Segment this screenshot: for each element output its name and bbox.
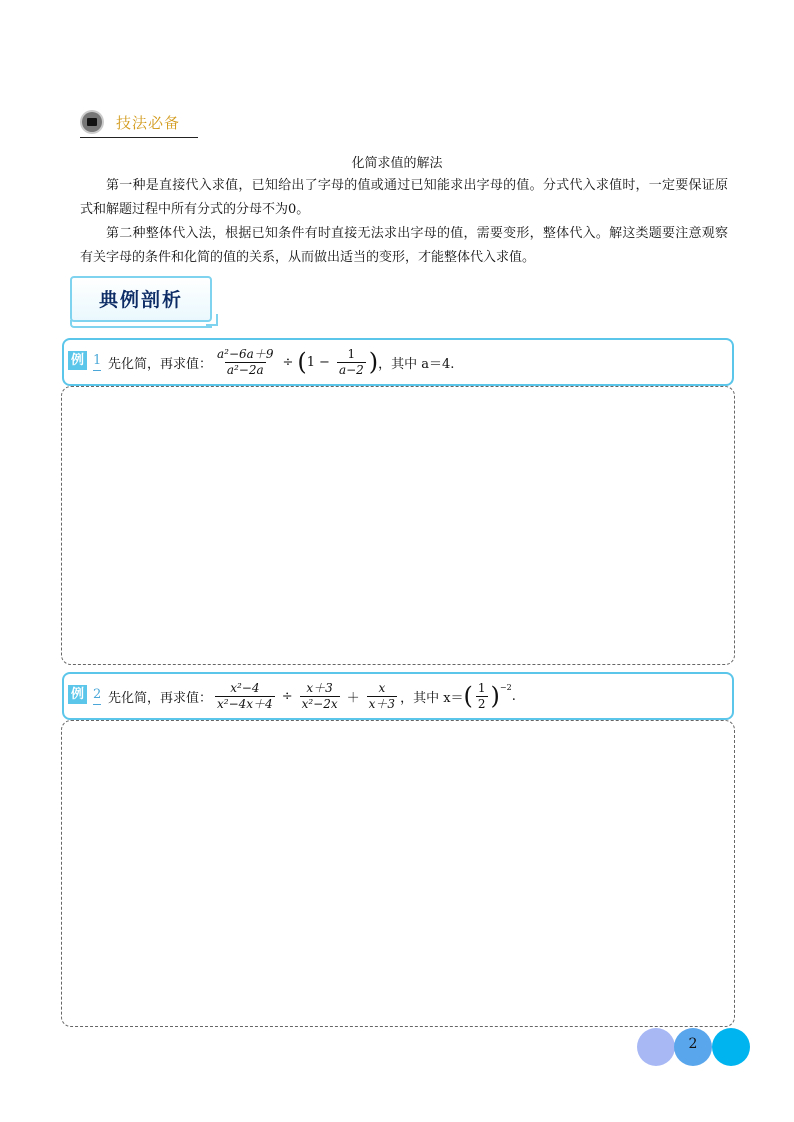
denominator: x²−4x＋4 (217, 696, 273, 711)
divide-operator: ÷ (282, 354, 294, 370)
method-title: 化简求值的解法 (351, 156, 443, 171)
example-number: 2 (93, 685, 101, 705)
divide-operator: ÷ (281, 688, 293, 704)
page-number: 2 (688, 1036, 698, 1052)
example-condition-end: . (511, 688, 516, 704)
plus-operator: ＋ (346, 690, 360, 706)
example-condition: ，其中 a＝4. (378, 356, 455, 372)
example-1-answer-area[interactable] (61, 386, 735, 665)
example-2-box (62, 672, 734, 720)
example-condition: ，其中 x＝ (400, 690, 464, 706)
example-1-box (62, 338, 734, 386)
fraction (476, 681, 488, 712)
paren-open: ( (297, 348, 307, 376)
numerator: x＋3 (306, 680, 333, 695)
denominator: a²−2a (226, 362, 264, 377)
fraction (215, 681, 275, 712)
constant-one: 1 (306, 354, 316, 370)
fraction (300, 681, 340, 712)
example-2-problem (108, 674, 516, 718)
exponent: −2 (499, 683, 512, 692)
example-number: 1 (93, 351, 101, 371)
page-badge-circle-left (637, 1028, 675, 1066)
example-2-answer-area[interactable] (61, 720, 735, 1027)
banner-corner-decoration (206, 314, 218, 326)
examples-banner (70, 276, 212, 322)
denominator: x²−2x (301, 696, 338, 711)
paren-close: ) (368, 348, 379, 376)
section-header (80, 108, 198, 138)
section-underline (80, 137, 198, 138)
numerator: x (378, 680, 386, 695)
minus-operator: − (319, 354, 330, 370)
method-paragraph-2: 第二种整体代入法，根据已知条件有时直接无法求出字母的值，需要变形，整体代入。解这类题要注意观察有关字母的条件和化简的值的关系，从而做出适当的变形，才能整体代入求值。 (80, 226, 728, 265)
banner-title: 典例剖析 (98, 289, 183, 311)
example-1-problem (108, 340, 454, 384)
fraction (367, 681, 397, 712)
numerator: a²−6a＋9 (217, 346, 274, 361)
example-tag: 例 (68, 351, 87, 370)
denominator: 2 (477, 696, 486, 711)
page-badge-circle-right (712, 1028, 750, 1066)
book-icon (82, 112, 102, 132)
paren-open: ( (463, 682, 473, 710)
fraction (215, 347, 275, 378)
paren-close: ) (490, 682, 500, 710)
fraction (337, 347, 366, 378)
example-prompt: 先化简，再求值： (108, 690, 213, 706)
example-tag: 例 (68, 685, 87, 704)
denominator: a−2 (338, 362, 364, 377)
section-title: 技法必备 (116, 114, 181, 132)
numerator: 1 (347, 346, 356, 361)
denominator: x＋3 (368, 696, 396, 711)
method-paragraph-1: 第一种是直接代入求值，已知给出了字母的值或通过已知能求出字母的值。分式代入求值时，一定要保证原式和解题过程中所有分式的分母不为0。 (80, 178, 728, 217)
example-prompt: 先化简，再求值： (108, 356, 213, 372)
numerator: 1 (477, 680, 486, 695)
numerator: x²−4 (230, 680, 260, 695)
